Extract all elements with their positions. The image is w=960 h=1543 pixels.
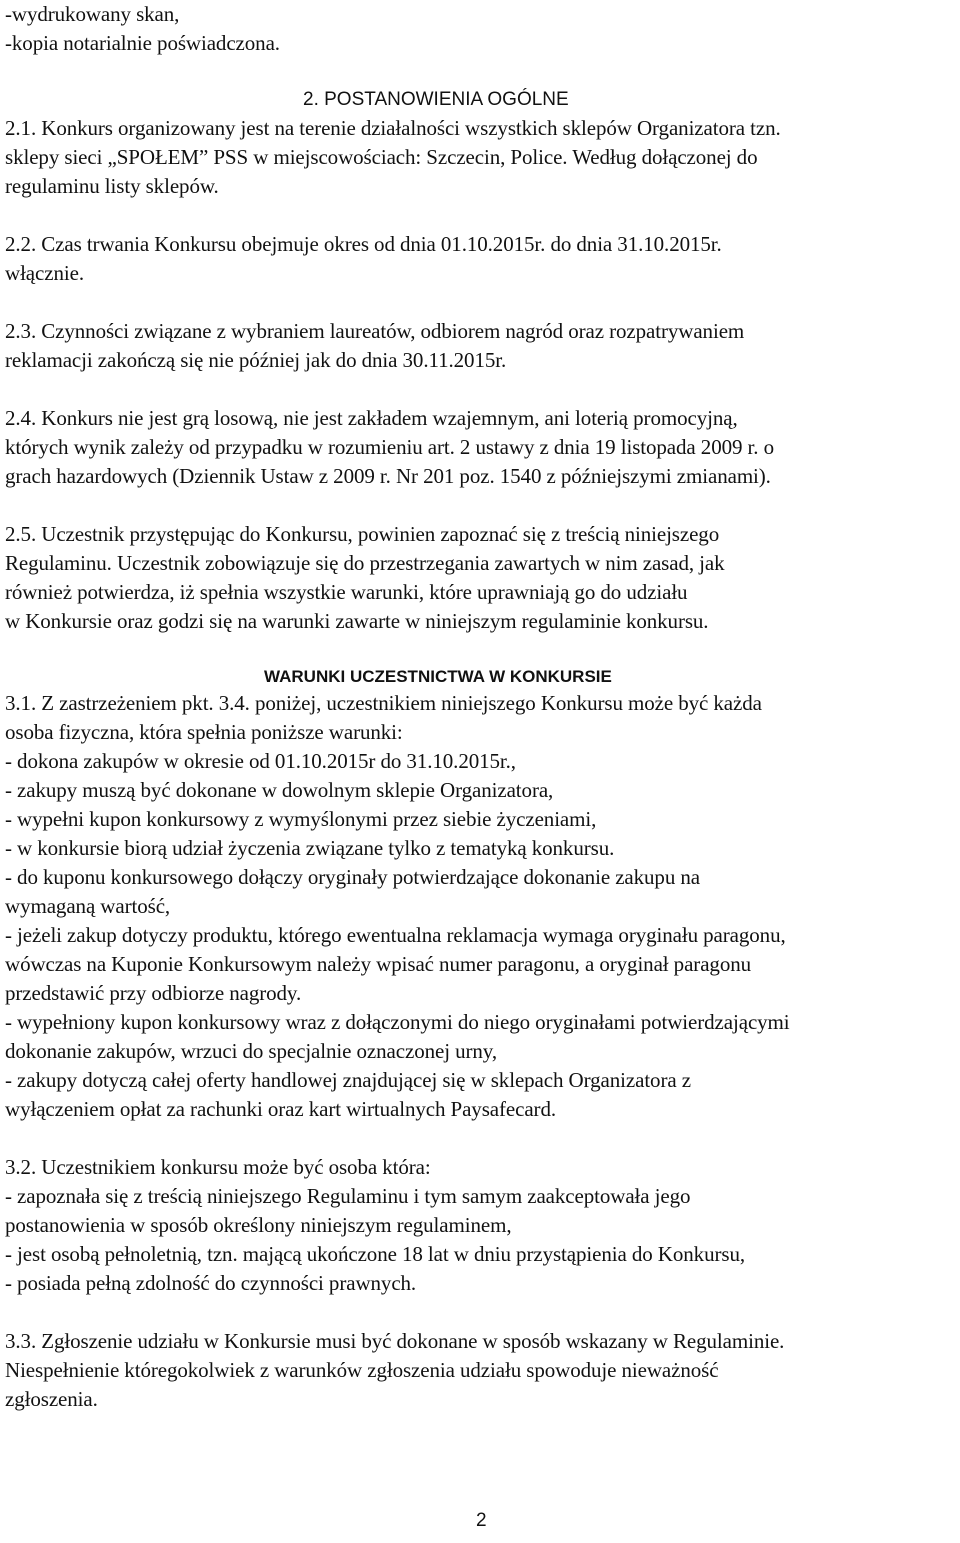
paragraph-3-1-line: - w konkursie biorą udział życzenia związane tylko z tematyką konkursu.	[5, 836, 615, 860]
paragraph-2-5-line: 2.5. Uczestnik przystępując do Konkursu, powinien zapoznać się z treścią niniejszego	[5, 522, 720, 546]
paragraph-2-4-line: których wynik zależy od przypadku w rozumieniu art. 2 ustawy z dnia 19 listopada 2009 r. o	[5, 435, 774, 459]
section-3-heading: WARUNKI UCZESTNICTWA W KONKURSIE	[264, 667, 612, 686]
paragraph-2-5-line: również potwierdza, iż spełnia wszystkie warunki, które uprawniają go do udziału	[5, 580, 688, 604]
paragraph-3-2-line: postanowienia w sposób określony niniejszym regulaminem,	[5, 1213, 512, 1237]
paragraph-2-2-line: 2.2. Czas trwania Konkursu obejmuje okres od dnia 01.10.2015r. do dnia 31.10.2015r.	[5, 232, 722, 256]
paragraph-3-1-line: - zakupy dotyczą całej oferty handlowej znajdującej się w sklepach Organizatora z	[5, 1068, 691, 1092]
paragraph-3-1-line: - wypełniony kupon konkursowy wraz z dołączonymi do niego oryginałami potwierdzającymi	[5, 1010, 790, 1034]
section-2-heading: 2. POSTANOWIENIA OGÓLNE	[303, 89, 569, 110]
paragraph-2-3-line: reklamacji zakończą się nie później jak do dnia 30.11.2015r.	[5, 348, 507, 372]
paragraph-2-5-line: Regulaminu. Uczestnik zobowiązuje się do przestrzegania zawartych w nim zasad, jak	[5, 551, 725, 575]
paragraph-3-3-line: 3.3. Zgłoszenie udziału w Konkursie musi być dokonane w sposób wskazany w Regulaminie.	[5, 1329, 785, 1353]
paragraph-3-1-line: osoba fizyczna, która spełnia poniższe warunki:	[5, 720, 403, 744]
paragraph-3-1-line: - do kuponu konkursowego dołączy oryginały potwierdzające dokonanie zakupu na	[5, 865, 701, 889]
paragraph-3-1-line: 3.1. Z zastrzeżeniem pkt. 3.4. poniżej, uczestnikiem niniejszego Konkursu może być każda	[5, 691, 762, 715]
paragraph-3-1-line: przedstawić przy odbiorze nagrody.	[5, 981, 302, 1005]
paragraph-3-3-line: Niespełnienie któregokolwiek z warunków zgłoszenia udziału spowoduje nieważność	[5, 1358, 719, 1382]
paragraph-3-2-line: - jest osobą pełnoletnią, tzn. mającą ukończone 18 lat w dniu przystąpienia do Konkursu,	[5, 1242, 745, 1266]
paragraph-3-2-line: - zapoznała się z treścią niniejszego Regulaminu i tym samym zaakceptowała jego	[5, 1184, 691, 1208]
paragraph-3-2-line: - posiada pełną zdolność do czynności prawnych.	[5, 1271, 417, 1295]
paragraph-3-1-line: wymaganą wartość,	[5, 894, 171, 918]
text-line: -kopia notarialnie poświadczona.	[5, 31, 280, 55]
text-line: -wydrukowany skan,	[5, 2, 180, 26]
page-number: 2	[476, 1510, 487, 1531]
paragraph-3-3-line: zgłoszenia.	[5, 1387, 98, 1411]
paragraph-2-4-line: 2.4. Konkurs nie jest grą losową, nie jest zakładem wzajemnym, ani loterią promocyjną,	[5, 406, 738, 430]
paragraph-3-2-line: 3.2. Uczestnikiem konkursu może być osoba która:	[5, 1155, 431, 1179]
paragraph-3-1-line: - dokona zakupów w okresie od 01.10.2015r do 31.10.2015r.,	[5, 749, 516, 773]
paragraph-3-1-line: wówczas na Kuponie Konkursowym należy wpisać numer paragonu, a oryginał paragonu	[5, 952, 752, 976]
paragraph-2-4-line: grach hazardowych (Dziennik Ustaw z 2009 r. Nr 201 poz. 1540 z późniejszymi zmianami).	[5, 464, 771, 488]
paragraph-2-5-line: w Konkursie oraz godzi się na warunki zawarte w niniejszym regulaminie konkursu.	[5, 609, 709, 633]
paragraph-2-2-line: włącznie.	[5, 261, 84, 285]
paragraph-2-3-line: 2.3. Czynności związane z wybraniem laureatów, odbiorem nagród oraz rozpatrywaniem	[5, 319, 745, 343]
paragraph-3-1-line: - zakupy muszą być dokonane w dowolnym sklepie Organizatora,	[5, 778, 554, 802]
paragraph-2-1-line: 2.1. Konkurs organizowany jest na terenie działalności wszystkich sklepów Organizatora tzn.	[5, 116, 781, 140]
paragraph-2-1-line: regulaminu listy sklepów.	[5, 174, 219, 198]
paragraph-2-1-line: sklepy sieci „SPOŁEM” PSS w miejscowościach: Szczecin, Police. Według dołączonej do	[5, 145, 758, 169]
paragraph-3-1-line: - jeżeli zakup dotyczy produktu, którego ewentualna reklamacja wymaga oryginału paragonu,	[5, 923, 786, 947]
paragraph-3-1-line: - wypełni kupon konkursowy z wymyślonymi przez siebie życzeniami,	[5, 807, 597, 831]
paragraph-3-1-line: wyłączeniem opłat za rachunki oraz kart wirtualnych Paysafecard.	[5, 1097, 557, 1121]
paragraph-3-1-line: dokonanie zakupów, wrzuci do specjalnie oznaczonej urny,	[5, 1039, 497, 1063]
